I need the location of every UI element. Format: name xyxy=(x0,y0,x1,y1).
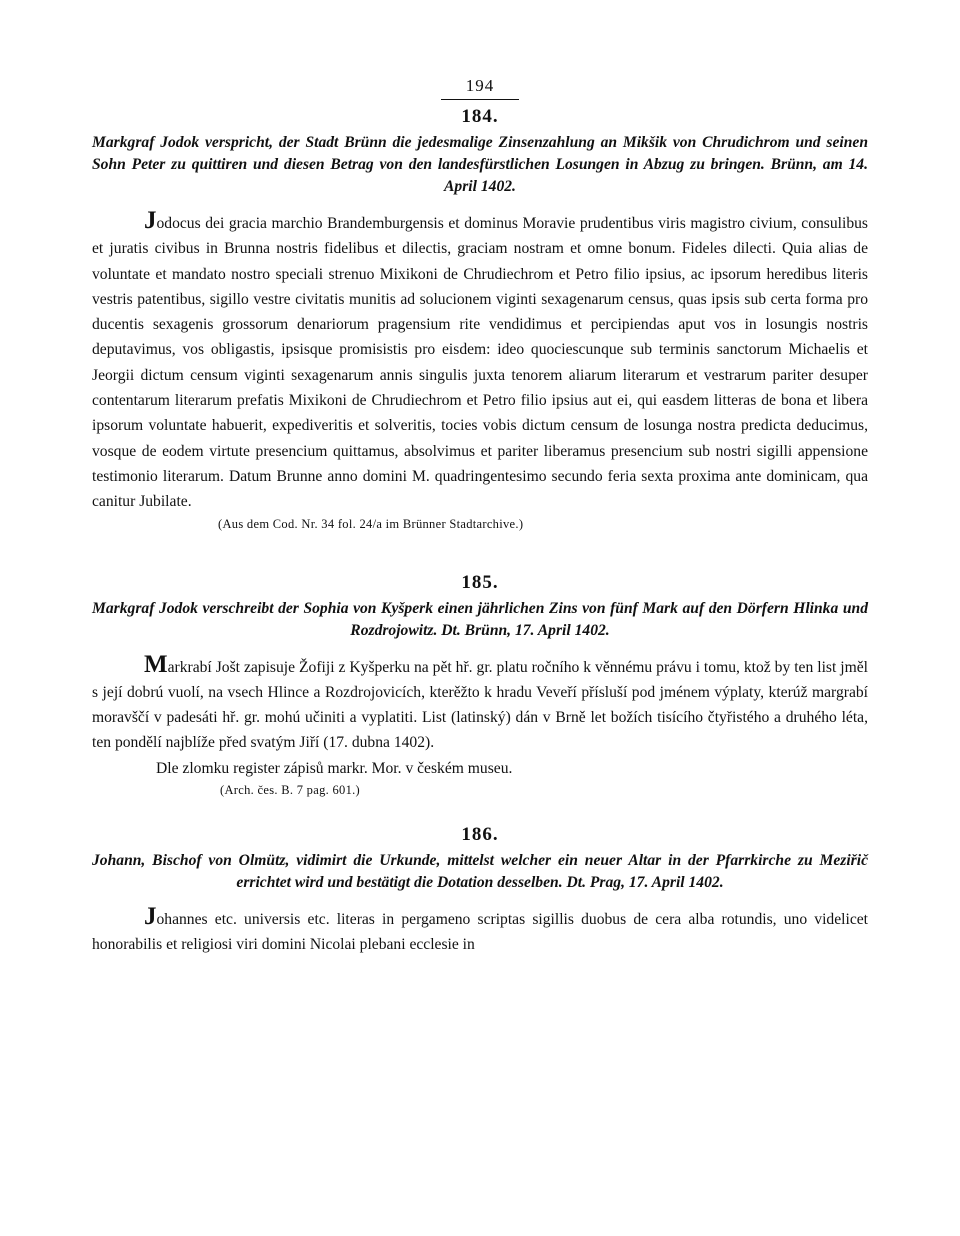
source-note: (Arch. čes. B. 7 pag. 601.) xyxy=(220,783,361,798)
entry-heading: Markgraf Jodok verspricht, der Stadt Brünn die jedesmalige Zinsenzahlung an Mikšik von Chrudichrom und seinen Sohn Peter zu quittiren und diesen Betrag von den landesfürstlichen Losungen in Abzug zu bringen. Brünn, am 14. April 1402. xyxy=(92,134,868,195)
entry-number: 186. xyxy=(461,824,499,846)
entry-text xyxy=(92,652,868,756)
page-number-rule xyxy=(441,99,519,100)
entry-text xyxy=(92,904,868,958)
initial-letter: J xyxy=(144,207,157,234)
entry-heading: Johann, Bischof von Olmütz, vidimirt die Urkunde, mittelst welcher ein neuer Altar in der Pfarrkirche zu Meziřič errichtet wird und bestätigt die Dotation desselben. Dt. Prag, 17. April 1402. xyxy=(92,852,868,892)
entry-text-body: ohannes etc. universis etc. literas in pergameno scriptas sigillis duobus de cera alba rotundis, uno videlicet honorabilis et religiosi viri domini Nicolai plebani ecclesie in xyxy=(92,911,868,954)
entry-184 xyxy=(92,106,868,532)
page-number: 194 xyxy=(465,76,495,95)
entry-186 xyxy=(92,824,868,958)
entry-text-body: odocus dei gracia marchio Brandemburgensis et dominus Moravie prudentibus viris magistro civium, consulibus et juratis civibus in Brunna nostris fidelibus et dilectis, graciam nostram et omne bonum. Fideles dilecti. Quia alias de voluntate et mandato nostro speciali strenuo Mixikoni de Chrudiechrom et Petro filio ipsius, ac ipsorum heredibus literis vestris patentibus, sigillo vestre civitatis munitis ad solucionem viginti sexagenarum census, quas ipsis sub certa forma pro ducentis sexagenis grossorum denariorum pragensium rite vendidimus et percipiendas aput vos in losungis nostris deputavimus, vos obligastis, ipsisque promisistis pro eisdem: ideo quociescunque sub terminis sanctorum Michaelis et Jeorgii dictum censum viginti sexagenarum annis singulis juxta tenorem aliarum literarum et vestrarum pariter desuper contentarum literarum prefatis Mixikoni de Chrudiechrom et Petro filio ipsius aut ei, qui easdem litteras de bona et libera ipsorum voluntate habuerit, expediveritis et solveritis, tocies vobis dictum censum de losunga nostra predicta deducimus, vosque de eodem virtute presencium quittamus, absolvimus et pariter liberamus presencium sub nostri sigilli appensione testimonio literarum. Datum Brunne anno domini M. quadringentesimo secundo feria sexta proxima ante dominicam, qua canitur Jubilate. xyxy=(92,215,868,511)
entry-text-body: arkrabí Jošt zapisuje Žofiji z Kyšperku na pět hř. gr. platu ročního k věnnému právu i tomu, ktož by ten list jměl s její dobrú vuolí, na vsech Hlince a Rozdrojovicích, kterěžto k hradu Veveří přísluší pod jménem výplaty, kterúž margrabí moravščí v padesáti hř. gr. mohú učiniti a vyplatiti. List (latinský) dán v Brně let božích tisícího čtyřistého a druhého léta, ten pondělí najblíže před svatým Jiří (17. dubna 1402). xyxy=(92,658,868,752)
entry-185 xyxy=(92,572,868,798)
entry-text xyxy=(92,208,868,515)
entry-heading: Markgraf Jodok verschreibt der Sophia von Kyšperk einen jährlichen Zins von fünf Mark auf den Dörfern Hlinka und Rozdrojowitz. Dt. Brünn, 17. April 1402. xyxy=(92,599,868,639)
entry-number: 185. xyxy=(461,571,499,593)
document-page xyxy=(92,76,868,958)
initial-letter: M xyxy=(144,650,168,678)
entry-text-note: Dle zlomku register zápisů markr. Mor. v českém museu. xyxy=(156,759,513,777)
source-note: (Aus dem Cod. Nr. 34 fol. 24/a im Brünner Stadtarchive.) xyxy=(218,516,524,531)
entry-number: 184. xyxy=(461,106,499,127)
initial-letter: J xyxy=(144,903,157,931)
